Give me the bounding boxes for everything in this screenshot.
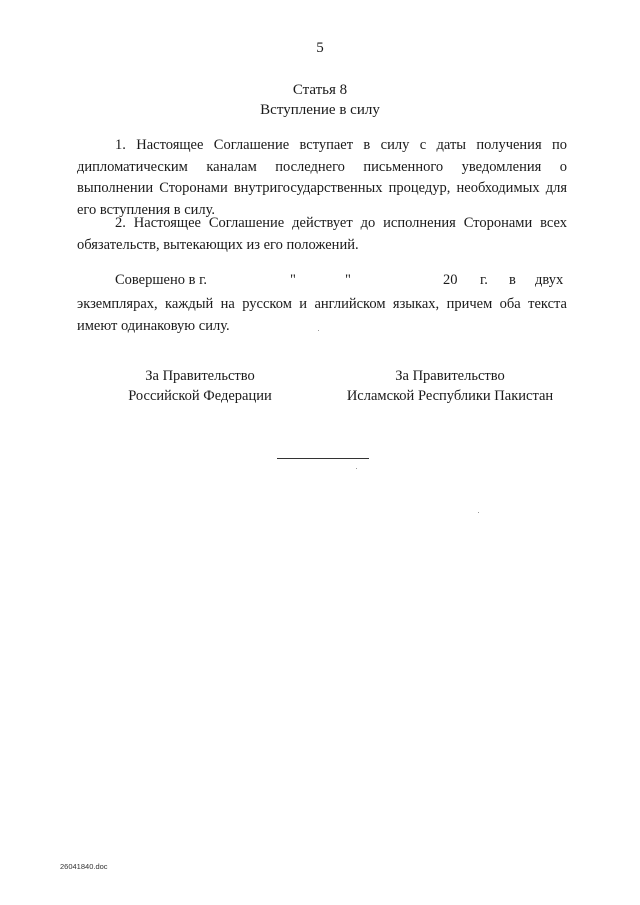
date-quote-close: " xyxy=(345,272,351,288)
scan-speck xyxy=(318,330,319,331)
signature-right-line2: Исламской Республики Пакистан xyxy=(346,388,554,404)
signature-right-line1: За Правительство xyxy=(395,368,505,384)
done-clause-line xyxy=(77,272,567,294)
in-word: в xyxy=(509,272,516,288)
date-quote-open: " xyxy=(290,272,296,288)
end-rule xyxy=(277,458,369,459)
signature-left-line1: За Правительство xyxy=(145,368,255,384)
document-file-code: 26041840.doc xyxy=(60,862,108,871)
article-heading: Статья 8 xyxy=(292,82,348,98)
scan-speck xyxy=(356,468,357,469)
scan-speck xyxy=(478,512,479,513)
signature-block-pakistan xyxy=(330,366,570,406)
done-clause-rest: экземплярах, каждый на русском и английском языках, причем оба текста имеют одинаковую силу. xyxy=(77,296,567,334)
article-header xyxy=(0,80,640,120)
article-subheading: Вступление в силу xyxy=(260,102,380,118)
done-label: Совершено в г. xyxy=(115,272,208,288)
signature-left-line2: Российской Федерации xyxy=(128,388,272,404)
year-prefix: 20 xyxy=(443,272,458,288)
paragraph-1: 1. Настоящее Соглашение вступает в силу с даты получения по дипломатическим каналам последнего письменного уведомления о выполнении Сторонами внутригосударственных процедур, необходимых для его вступления в силу. xyxy=(77,137,567,218)
year-abbr: г. xyxy=(480,272,488,288)
paragraph-2: 2. Настоящее Соглашение действует до исполнения Сторонами всех обязательств, вытекающих из его положений. xyxy=(77,215,567,253)
signature-block-russia xyxy=(100,366,300,406)
two-word: двух xyxy=(535,272,564,288)
page-number: 5 xyxy=(316,40,324,56)
